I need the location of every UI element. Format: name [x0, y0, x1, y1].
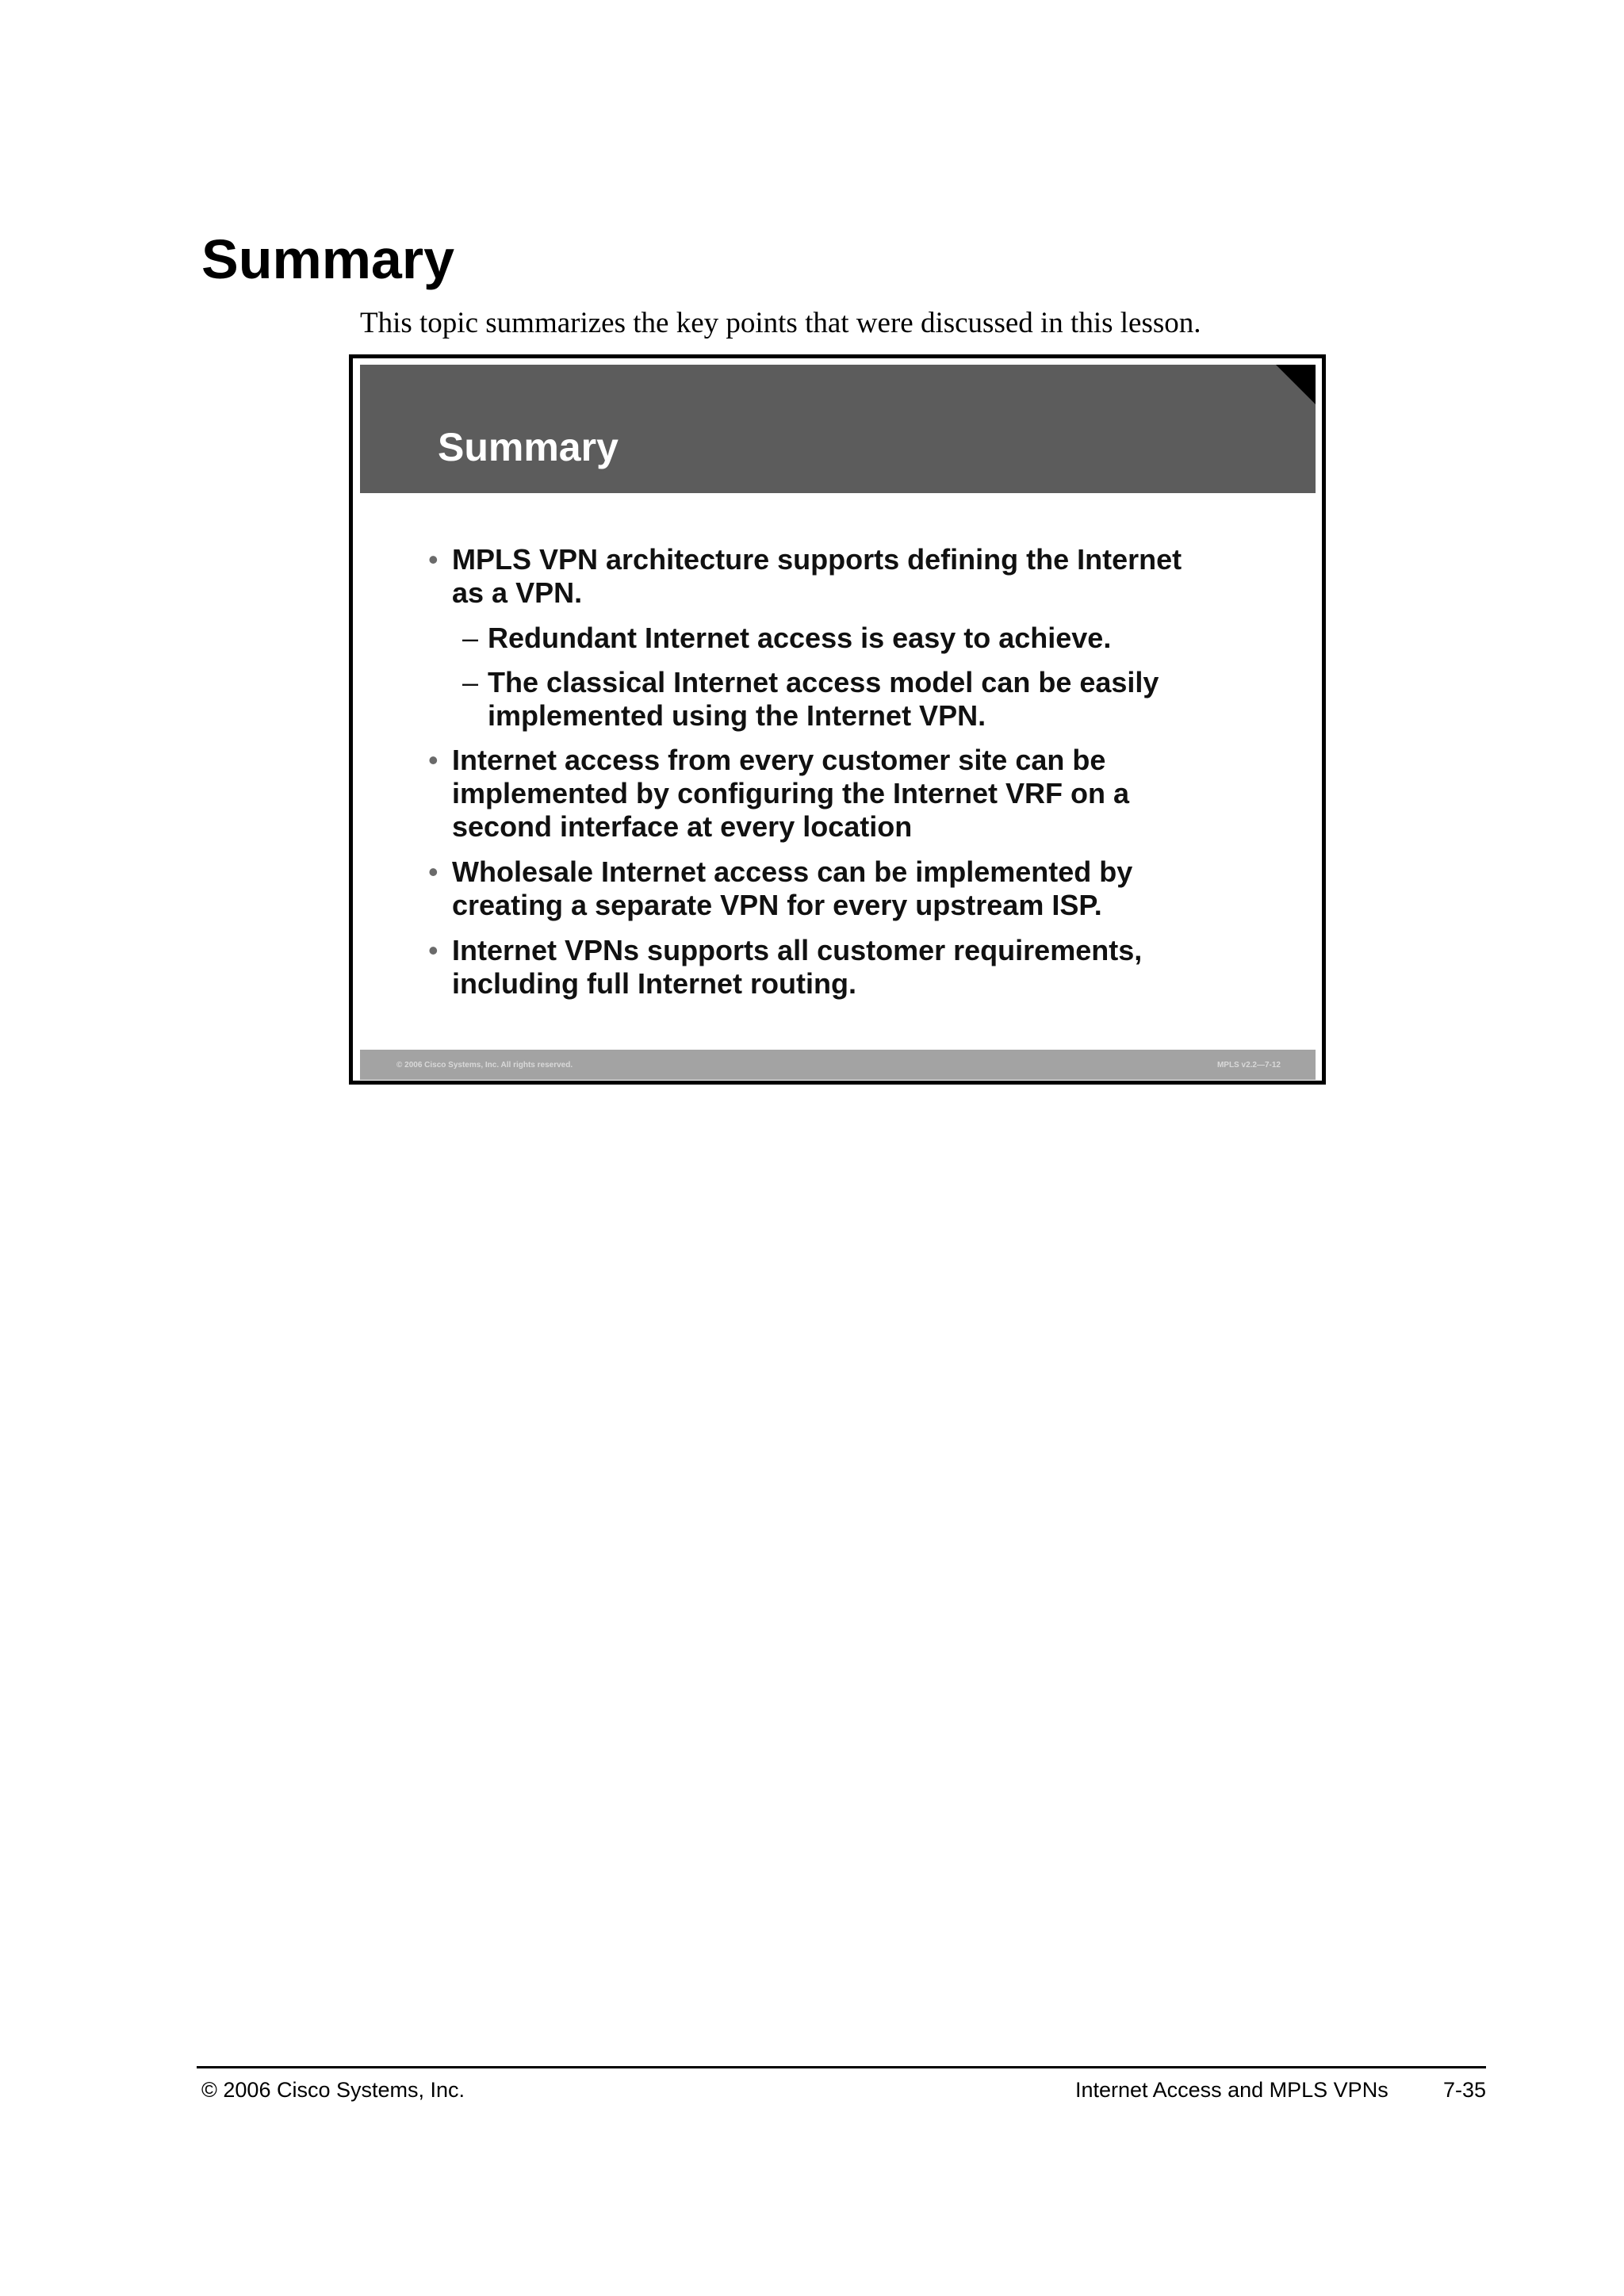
bullet-marker-icon: • — [428, 855, 439, 888]
bullet-line: MPLS VPN architecture supports defining the Internet — [452, 543, 1182, 576]
bullet-line: second interface at every location — [452, 810, 913, 843]
bullet-line: implemented by configuring the Internet VRF on a — [452, 777, 1130, 809]
slide-copyright: © 2006 Cisco Systems, Inc. All rights reserved. — [396, 1061, 573, 1070]
bullet-line: including full Internet routing. — [452, 967, 856, 1000]
sub-bullet-marker-icon: – — [462, 622, 479, 654]
slide-bullet — [428, 934, 1143, 1001]
sub-bullet-line: implemented using the Internet VPN. — [488, 699, 986, 732]
bullet-marker-icon: • — [428, 543, 439, 576]
slide-sub-bullet — [462, 666, 1159, 733]
page-title: Summary — [201, 228, 455, 290]
page-footer-divider — [197, 2066, 1486, 2068]
slide-bullet — [428, 543, 1182, 610]
slide-footer-bar — [360, 1050, 1316, 1080]
bullet-marker-icon: • — [428, 744, 439, 776]
sub-bullet-line: The classical Internet access model can be easily — [488, 666, 1159, 698]
page-footer-section-title: Internet Access and MPLS VPNs — [1075, 2078, 1388, 2102]
slide-sub-bullet — [462, 622, 1112, 655]
sub-bullet-line: Redundant Internet access is easy to achieve. — [488, 622, 1112, 654]
slide-bullet — [428, 744, 1130, 844]
bullet-marker-icon: • — [428, 934, 439, 966]
page-footer-copyright: © 2006 Cisco Systems, Inc. — [201, 2078, 465, 2102]
slide-course-code: MPLS v2.2—7-12 — [1216, 1061, 1281, 1070]
slide-title: Summary — [438, 425, 619, 469]
slide-bullet-list — [353, 358, 1322, 1081]
bullet-line: Wholesale Internet access can be implemented by — [452, 855, 1133, 888]
bullet-line: Internet access from every customer site can be — [452, 744, 1106, 776]
intro-paragraph: This topic summarizes the key points that were discussed in this lesson. — [360, 307, 1201, 339]
page-number: 7-35 — [1443, 2078, 1487, 2102]
slide-bullet — [428, 855, 1133, 922]
bullet-line: creating a separate VPN for every upstream ISP. — [452, 889, 1102, 921]
sub-bullet-marker-icon: – — [462, 666, 479, 698]
bullet-line: Internet VPNs supports all customer requirements, — [452, 934, 1143, 966]
bullet-line: as a VPN. — [452, 576, 583, 609]
slide-image — [349, 354, 1326, 1085]
